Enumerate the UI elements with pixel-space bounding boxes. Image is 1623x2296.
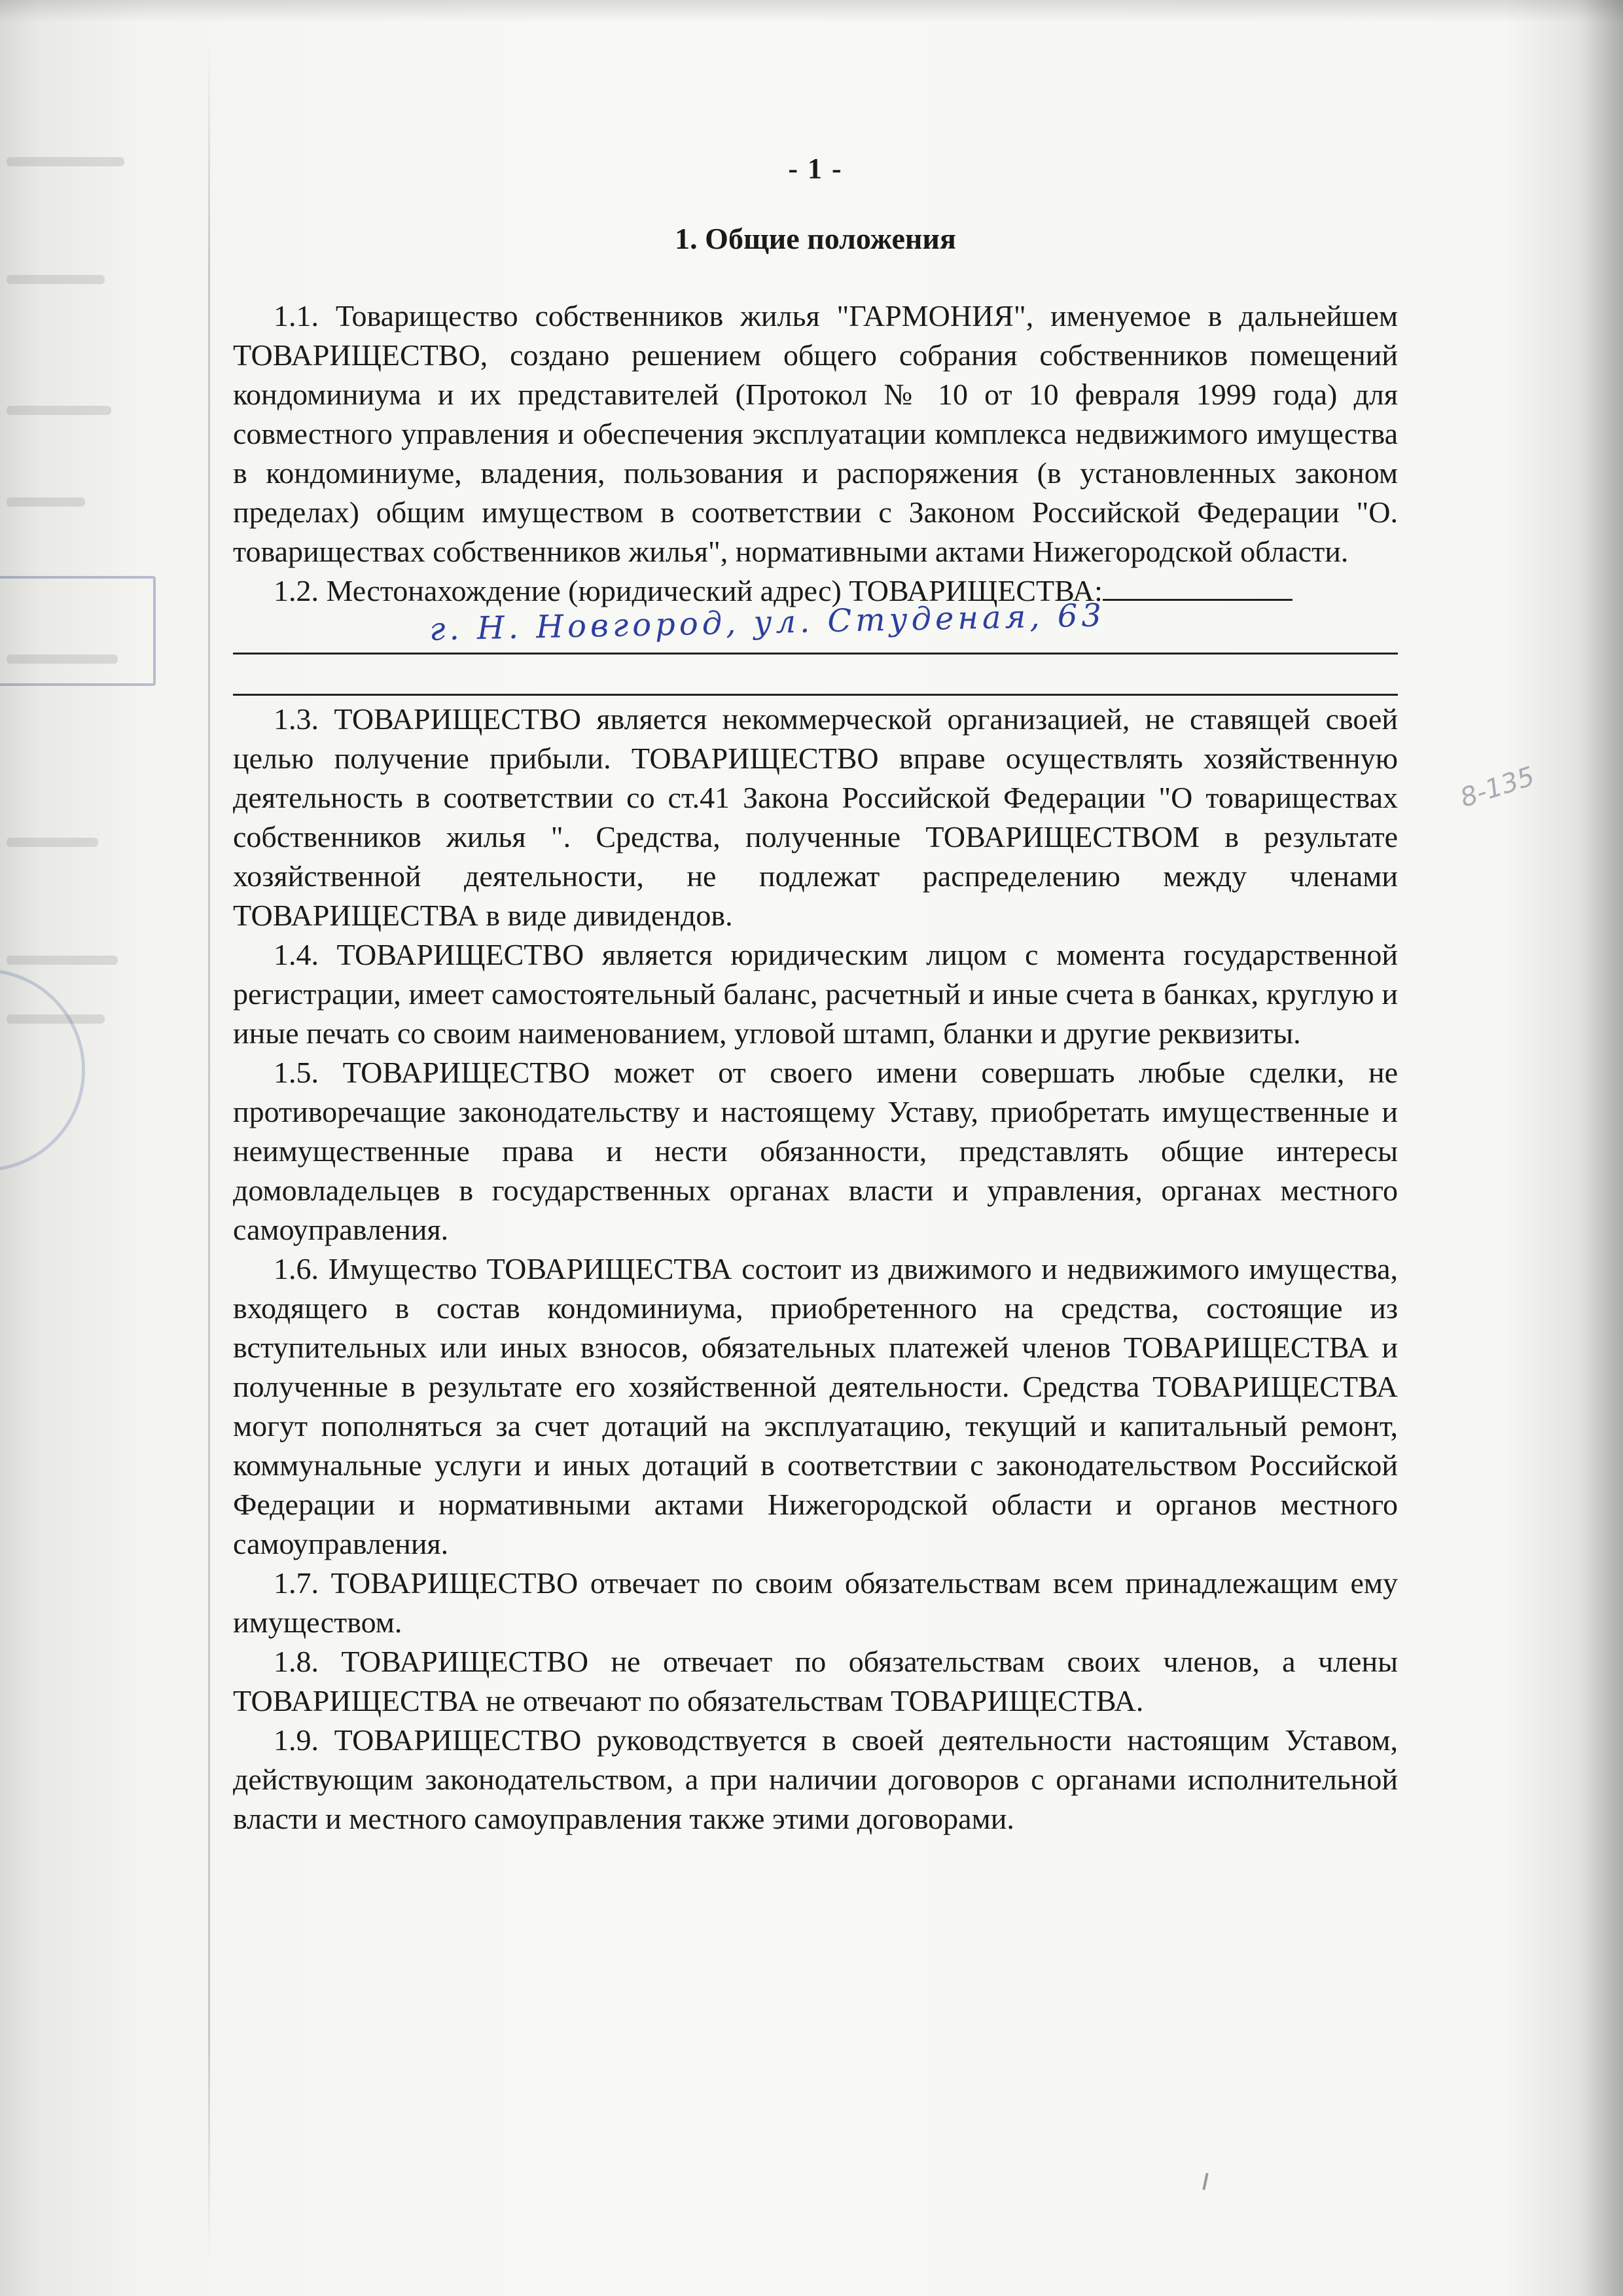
document-page [233,152,1398,1839]
address-blank-line [233,655,1398,696]
registration-stamp-box [0,576,156,686]
handwritten-address: г. Н. Новгород, ул. Студеная, 63 [429,597,1106,648]
address-underline [1103,573,1293,601]
address-label: 1.2. Местонахождение (юридический адрес) ТОВАРИЩЕСТВА: [274,574,1103,607]
paragraph-1-4: 1.4. ТОВАРИЩЕСТВО является юридическим лицом с момента государственной регистрации, имеет самостоятельный баланс, расчетный и иные счета в банках, круглую и иные печать со своим наименованием, угловой штамп, бланки и другие реквизиты. [233,938,1398,1050]
page-number: - 1 - [788,152,843,185]
right-edge-shadow [1577,0,1623,2296]
section-title: 1. Общие положения [675,222,956,255]
paragraph-1-8: 1.8. ТОВАРИЩЕСТВО не отвечает по обязательствам своих членов, а члены ТОВАРИЩЕСТВА не отвечают по обязательствам ТОВАРИЩЕСТВА. [233,1645,1398,1717]
paragraph-1-9: 1.9. ТОВАРИЩЕСТВО руководствуется в своей деятельности настоящим Уставом, действующим законодательством, а при наличии договоров с органами исполнительной власти и местного самоуправления также этими договорами. [233,1723,1398,1835]
paragraph-1-1: 1.1. Товарищество собственников жилья "ГАРМОНИЯ", именуемое в дальнейшем ТОВАРИЩЕСТВО, создано решением общего собрания собственников помещений кондоминиума и их представителей (Протокол № 10 от 10 февраля 1999 года) для совместного управления и обеспечения эксплуатации комплекса недвижимого имущества в кондоминиуме, владения, пользования и распоряжения (в установленных законом пределах) общим имуществом в соответствии с Законом Российской Федерации "О. товариществах собственников жилья", нормативными актами Нижегородской области. [233,299,1398,568]
top-edge-shadow [0,0,1623,22]
margin-note-text: 8-135 [1456,761,1539,814]
address-handwritten-line [233,597,1398,655]
paragraph-1-6: 1.6. Имущество ТОВАРИЩЕСТВА состоит из движимого и недвижимого имущества, входящего в состав кондоминиума, приобретенного на средства, состоящие из вступительных или иных взносов, обязательных платежей членов ТОВАРИЩЕСТВА и полученные в результате его хозяйственной деятельности. Средства ТОВАРИЩЕСТВА могут пополняться за счет дотаций на эксплуатацию, текущий и капитальный ремонт, коммунальные услуги и иных дотаций в соответствии с законодательством Российской Федерации и нормативными актами Нижегородской области и органов местного самоуправления. [233,1252,1398,1560]
margin-pencil-note [1456,761,1564,851]
paragraph-1-3: 1.3. ТОВАРИЩЕСТВО является некоммерческой организацией, не ставящей своей целью получение прибыли. ТОВАРИЩЕСТВО вправе осуществлять хозяйственную деятельность в соответствии со ст.41 Закона Российской Федерации "О товариществах собственников жилья ". Средства, полученные ТОВАРИЩЕСТВОМ в результате хозяйственной деятельности, не подлежат распределению между членами ТОВАРИЩЕСТВА в виде дивидендов. [233,702,1398,932]
page-fold-line [208,39,210,2265]
paragraph-1-5: 1.5. ТОВАРИЩЕСТВО может от своего имени совершать любые сделки, не противоречащие законодательству и настоящему Уставу, приобретать имущественные и неимущественные права и нести обязанности, представлять общие интересы домовладельцев в государственных органах власти и управления, органах местного самоуправления. [233,1056,1398,1246]
paragraph-1-7: 1.7. ТОВАРИЩЕСТВО отвечает по своим обязательствам всем принадлежащим ему имуществом. [233,1566,1398,1639]
